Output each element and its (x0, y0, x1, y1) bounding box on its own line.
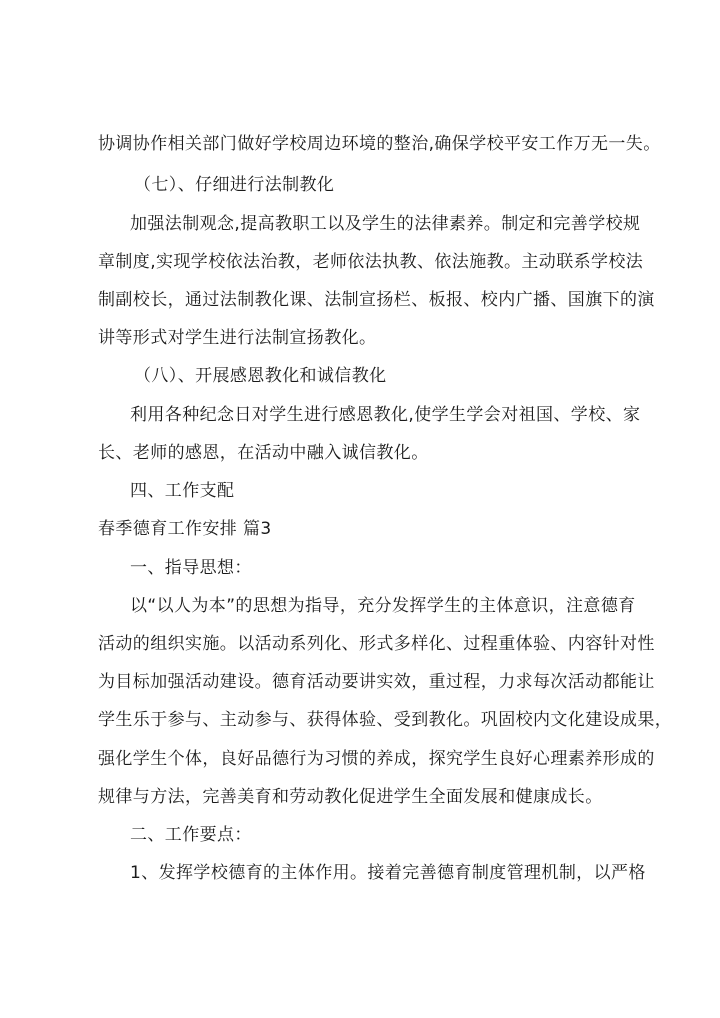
text-line: 1、发挥学校德育的主体作用。接着完善德育制度管理机制，以严格 (130, 863, 646, 883)
text-line: 章制度,实现学校依法治教，老师依法执教、依法施教。主动联系学校法 (98, 252, 644, 272)
section-heading: （七）、仔细进行法制教化 (134, 175, 335, 195)
text-line: 制副校长，通过法制教化课、法制宣扬栏、板报、校内广播、国旗下的演 (98, 290, 655, 310)
text-line: 规律与方法，完善美育和劳动教化促进学生全面发展和健康成长。 (98, 787, 603, 807)
text-line: 强化学生个体，良好品德行为习惯的养成，探究学生良好心理素养形成的 (98, 749, 655, 769)
text-line: 学生乐于参与、主动参与、获得体验、受到教化。巩固校内文化建设成果， (98, 710, 673, 730)
text-line: 加强法制观念,提高教职工以及学生的法律素养。制定和完善学校规 (130, 214, 641, 234)
text-line: 利用各种纪念日对学生进行感恩教化,使学生学会对祖国、学校、家 (130, 405, 641, 425)
text-line: 为目标加强活动建设。德育活动要讲实效，重过程，力求每次活动都能让 (98, 672, 655, 692)
text-line: 活动的组织实施。以活动系列化、形式多样化、过程重体验、内容针对性 (98, 634, 655, 654)
article-title: 春季德育工作安排 篇3 (98, 519, 272, 539)
section-heading: 四、工作支配 (130, 481, 235, 501)
section-heading: 二、工作要点： (130, 825, 252, 845)
text-line: 协调协作相关部门做好学校周边环境的整治,确保学校平安工作万无一失。 (98, 134, 661, 154)
text-line: 讲等形式对学生进行法制宣扬教化。 (98, 328, 377, 348)
section-heading: （八）、开展感恩教化和诚信教化 (134, 366, 387, 386)
text-line: 以“以人为本”的思想为指导，充分发挥学生的主体意识，注意德育 (130, 596, 636, 616)
text-line: 长、老师的感恩，在活动中融入诚信教化。 (98, 443, 429, 463)
section-heading: 一、指导思想： (130, 558, 252, 578)
